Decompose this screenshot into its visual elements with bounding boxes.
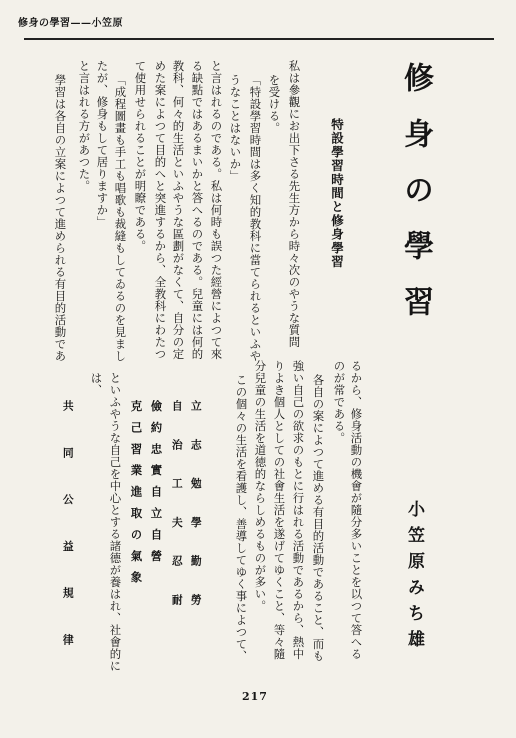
virtue-list: 克己習業進取の氣象	[129, 400, 144, 593]
virtue-list: 自治工夫忍耐	[170, 400, 184, 633]
body-column: は、	[89, 372, 104, 396]
section-heading: 特設學習時間と修身學習	[329, 118, 345, 269]
body-column: 學習は各自の立案によつて進められる有目的活動であ	[53, 74, 68, 362]
author-name: 小笠原みち雄	[404, 500, 424, 656]
body-column: 「特設學習時間は多く知的教科に當てられるといふや	[248, 74, 263, 362]
page-title: 修身の學習	[398, 62, 433, 342]
body-column: て使用せられることが明瞭である。	[133, 60, 148, 252]
page-number: 217	[242, 690, 268, 703]
body-column: るから、修身活動の機會が隨分多いことを以つて答へる	[349, 360, 364, 660]
body-column: 「成程圖畫も手工も唱歌も裁縫もしてゐるのを見まし	[113, 74, 128, 362]
body-column: この個々の生活を看護し、善導してゆく事によつて、	[234, 374, 249, 662]
body-column: めた案によつて目的へと突進するから、全教科にわたつ	[153, 60, 168, 360]
header-rule	[24, 38, 494, 40]
body-column: うなことはないか」	[228, 74, 243, 182]
body-column: 強い自己の欲求のもとに行はれる活動であるから、熱中	[291, 360, 306, 660]
body-column: と言はれるのである。私は何時も誤つた經營によつて來	[209, 60, 224, 360]
virtue-list: 共同公益規律	[61, 400, 75, 681]
body-column: と言はれる方があつた。	[77, 60, 92, 192]
body-column: 分兒童の生活を道徳的ならしめるものが多い。	[253, 360, 268, 612]
body-column: る缺點ではあるまいかと答へるのである。兒童には何的	[190, 60, 205, 360]
body-column: 各自の案によつて進める有目的活動であること、而も	[311, 374, 326, 662]
body-column: を受ける。	[267, 74, 282, 134]
body-column: といふやうな自己を中心とする諸德が養はれ、社會的に	[108, 372, 123, 672]
body-column: りよき個人としての社會生活を遂げてゆくこと、等々隨	[272, 360, 287, 660]
body-column: たが、修身もして居りますか」	[95, 60, 110, 228]
virtue-list: 立志勉學勤勞	[189, 400, 203, 633]
body-column: 私は參觀にお出下さる先生方から時々次のやうな質問	[287, 60, 302, 348]
body-column: のが常である。	[332, 360, 347, 444]
virtue-list: 儉約忠實自立自營	[149, 400, 164, 572]
running-header: 修身の學習——小笠原	[18, 18, 123, 29]
body-column: 教科、何々的生活といふやうな區劃がなくて、自分の定	[171, 60, 186, 360]
